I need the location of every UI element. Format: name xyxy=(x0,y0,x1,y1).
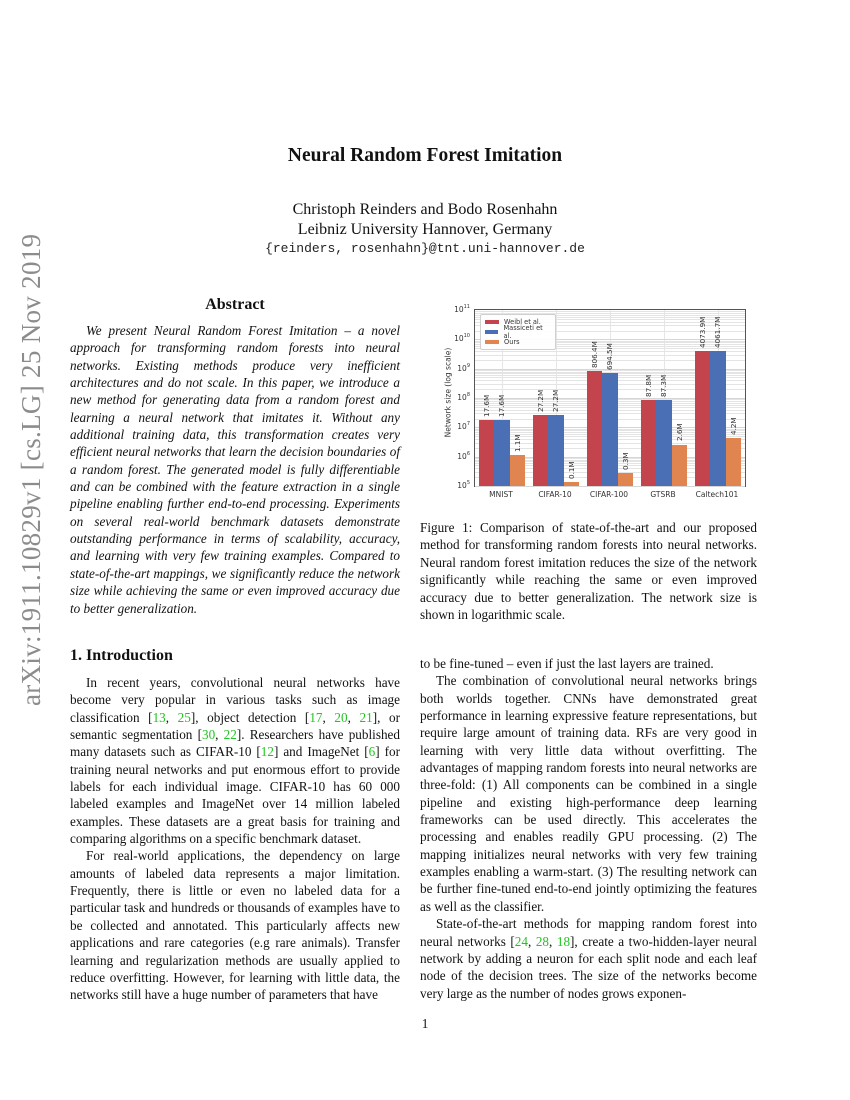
paragraph: For real-world applications, the dependency on large amounts of labeled data represents a major limitation. Frequently, there is little or even no labeled data for a particular task and hundreds or thousands of examples have to be collected and annotated. This particularly affects new applications and rare categories (e.g rare animals). Transfer learning and regularization methods are usually applied to reduce overfitting. However, for learning with little data, the networks still have a huge number of parameters that have xyxy=(70,848,400,1003)
bar-value-label: 27.2M xyxy=(535,389,545,412)
bar xyxy=(479,420,495,486)
x-tick-label: CIFAR-10 xyxy=(538,490,572,499)
bar xyxy=(494,420,510,486)
bar-value-label: 4061.7M xyxy=(713,316,722,348)
grid-line xyxy=(475,311,745,312)
paragraph: The combination of convolutional neural networks brings both worlds together. CNNs have demonstrated great performance in learning expressive feature representations, but require large amount of training data. RFs are very good in learning with very little data without overfitting. The advantages of mapping random forests into neural networks are three-fold: (1) All components can be combined in a single pipeline and existing high-performance deep learning frameworks can be used directly. This accelerates the processing and enables readily GPU processing. (2) The mapping initializes neural networks with very few training examples enabling a warm-start. (3) The resulting network can be further fine-tuned end-to-end jointly optimizing the features as well as the classifier. xyxy=(420,673,757,914)
author-email: {reinders, rosenhahn}@tnt.uni-hannover.de xyxy=(265,241,585,256)
legend-label: Massiceti et al. xyxy=(503,324,543,340)
bar-value-label: 0.1M xyxy=(566,461,576,479)
abstract-heading: Abstract xyxy=(205,296,265,313)
bar-value-label: 694.5M xyxy=(605,343,614,371)
bar-value-label: 17.6M xyxy=(481,394,491,418)
legend-swatch-icon xyxy=(485,320,499,324)
author-block xyxy=(0,200,850,240)
citation-link[interactable]: 6 xyxy=(368,744,376,760)
citation-link[interactable]: 13 xyxy=(152,709,166,725)
bar xyxy=(672,445,688,487)
bar xyxy=(587,371,603,486)
legend-label: Ours xyxy=(504,338,520,346)
introduction-left-column xyxy=(70,674,400,1004)
authors: Christoph Reinders and Bodo Rosenhahn xyxy=(292,201,558,218)
citation-link[interactable]: 22 xyxy=(223,727,237,743)
bar xyxy=(533,415,549,486)
citation-link[interactable]: 28 xyxy=(535,933,549,949)
grid-line xyxy=(475,486,745,487)
bar xyxy=(726,438,742,486)
plot-area xyxy=(474,309,746,487)
y-tick-label: $10^{10}$ xyxy=(454,333,470,344)
abstract-body xyxy=(70,322,400,617)
y-axis-label: Network size (log scale) xyxy=(443,347,453,438)
paper-title: Neural Random Forest Imitation xyxy=(287,145,563,166)
bar-value-label: 806.4M xyxy=(589,341,599,369)
bar xyxy=(618,473,634,486)
section-heading-introduction: 1. Introduction xyxy=(70,647,173,664)
x-tick-label: MNIST xyxy=(489,490,513,499)
paragraph: In recent years, convolutional neural networks have become very popular in various tasks such as image classification [13, 25], object detection [17, 20, 21], or semantic segmentation [30, 22]. Researchers have published many datasets such as CIFAR-10 [12] and ImageNet [6] for training neural networks and put enormous effort to provide labels for each individual image. CIFAR-10 has 60 000 labeled examples and ImageNet over 14 million labeled examples. These datasets are a great basis for training and comparing algorithms on a specific benchmark dataset. xyxy=(70,675,400,847)
bar-value-label: 4.2M xyxy=(728,417,738,436)
y-tick-label: $10^{11}$ xyxy=(454,304,470,314)
legend-label: Weibl et al. xyxy=(504,318,541,326)
bar xyxy=(510,455,526,486)
y-tick-label: $10^6$ xyxy=(457,450,470,461)
bar xyxy=(710,351,726,486)
citation-link[interactable]: 30 xyxy=(201,727,216,743)
citation-link[interactable]: 25 xyxy=(177,709,191,725)
bar xyxy=(695,351,711,486)
legend-swatch-icon xyxy=(485,340,499,344)
affiliation: Leibniz University Hannover, Germany xyxy=(297,221,553,238)
bar xyxy=(656,400,672,486)
bar-value-label: 2.6M xyxy=(674,423,684,442)
bar-value-label: 0.3M xyxy=(620,452,630,471)
citation-link[interactable]: 12 xyxy=(260,744,274,760)
bar-value-label: 17.6M xyxy=(497,394,506,418)
arxiv-stamp: arXiv:1911.10829v1 [cs.LG] 25 Nov 2019 xyxy=(16,233,46,706)
paragraph: to be fine-tuned – even if just the last layers are trained. xyxy=(420,656,714,671)
citation-link[interactable]: 17 xyxy=(309,709,323,725)
chart-legend xyxy=(480,314,556,350)
x-tick-label: GTSRB xyxy=(650,490,676,499)
bar xyxy=(548,415,564,486)
bar-value-label: 27.2M xyxy=(551,389,560,412)
y-tick-label: $10^7$ xyxy=(457,421,470,432)
page-number: 1 xyxy=(421,1016,429,1031)
citation-link[interactable]: 24 xyxy=(514,933,528,949)
bar-value-label: 1.1M xyxy=(512,434,522,453)
introduction-right-column xyxy=(420,655,757,1002)
y-tick-label: $10^9$ xyxy=(457,362,470,373)
figure-1-caption: Figure 1: Comparison of state-of-the-art and our proposed method for transforming random forests into neural networks. Neural random forest imitation reduces the size of the network significantly while reaching the same or even improved accuracy due to better generalization. The network size is shown in logarithmic scale. xyxy=(420,520,757,623)
y-tick-label: $10^5$ xyxy=(457,480,470,490)
bar xyxy=(564,482,580,486)
x-tick-label: CIFAR-100 xyxy=(589,490,629,499)
bar xyxy=(641,400,657,486)
y-tick-label: $10^8$ xyxy=(457,392,470,402)
bar xyxy=(602,373,618,486)
bar-value-label: 87.8M xyxy=(643,374,653,397)
citation-link[interactable]: 20 xyxy=(334,709,348,725)
legend-swatch-icon xyxy=(485,330,498,334)
x-tick-label: Caltech101 xyxy=(695,490,739,499)
legend-item xyxy=(485,324,551,340)
bar-value-label: 4073.9M xyxy=(697,316,707,348)
paragraph: State-of-the-art methods for mapping random forest into neural networks [24, 28, 18], create a two-hidden-layer neural network by adding a neuron for each split node and each leaf node of the decision trees. The size of the networks become very large as the number of nodes grows exponen- xyxy=(420,916,757,1001)
citation-link[interactable]: 18 xyxy=(556,933,571,949)
abstract-text: We present Neural Random Forest Imitation – a novel approach for transforming random forests into neural networks. Existing methods produce very inefficient architectures and do not scale. In this paper, we introduce a new method for generating data from a random forest and learning a neural network that imitates it. Without any additional training data, this transformation creates very efficient neural networks that learn the decision boundaries of a random forest. The generated model is fully differentiable and can be combined with the feature extraction in a single pipeline enabling further end-to-end processing. Experiments on several real-world benchmark datasets demonstrate outstanding performance in terms of scalability, accuracy, and learning with very few training examples. Compared to state-of-the-art mappings, we significantly reduce the network size while achieving the same or even improved accuracy due to better generalization. xyxy=(70,323,400,616)
bar-value-label: 87.3M xyxy=(659,374,668,397)
citation-link[interactable]: 21 xyxy=(359,709,373,725)
figure-1-chart xyxy=(430,296,760,506)
